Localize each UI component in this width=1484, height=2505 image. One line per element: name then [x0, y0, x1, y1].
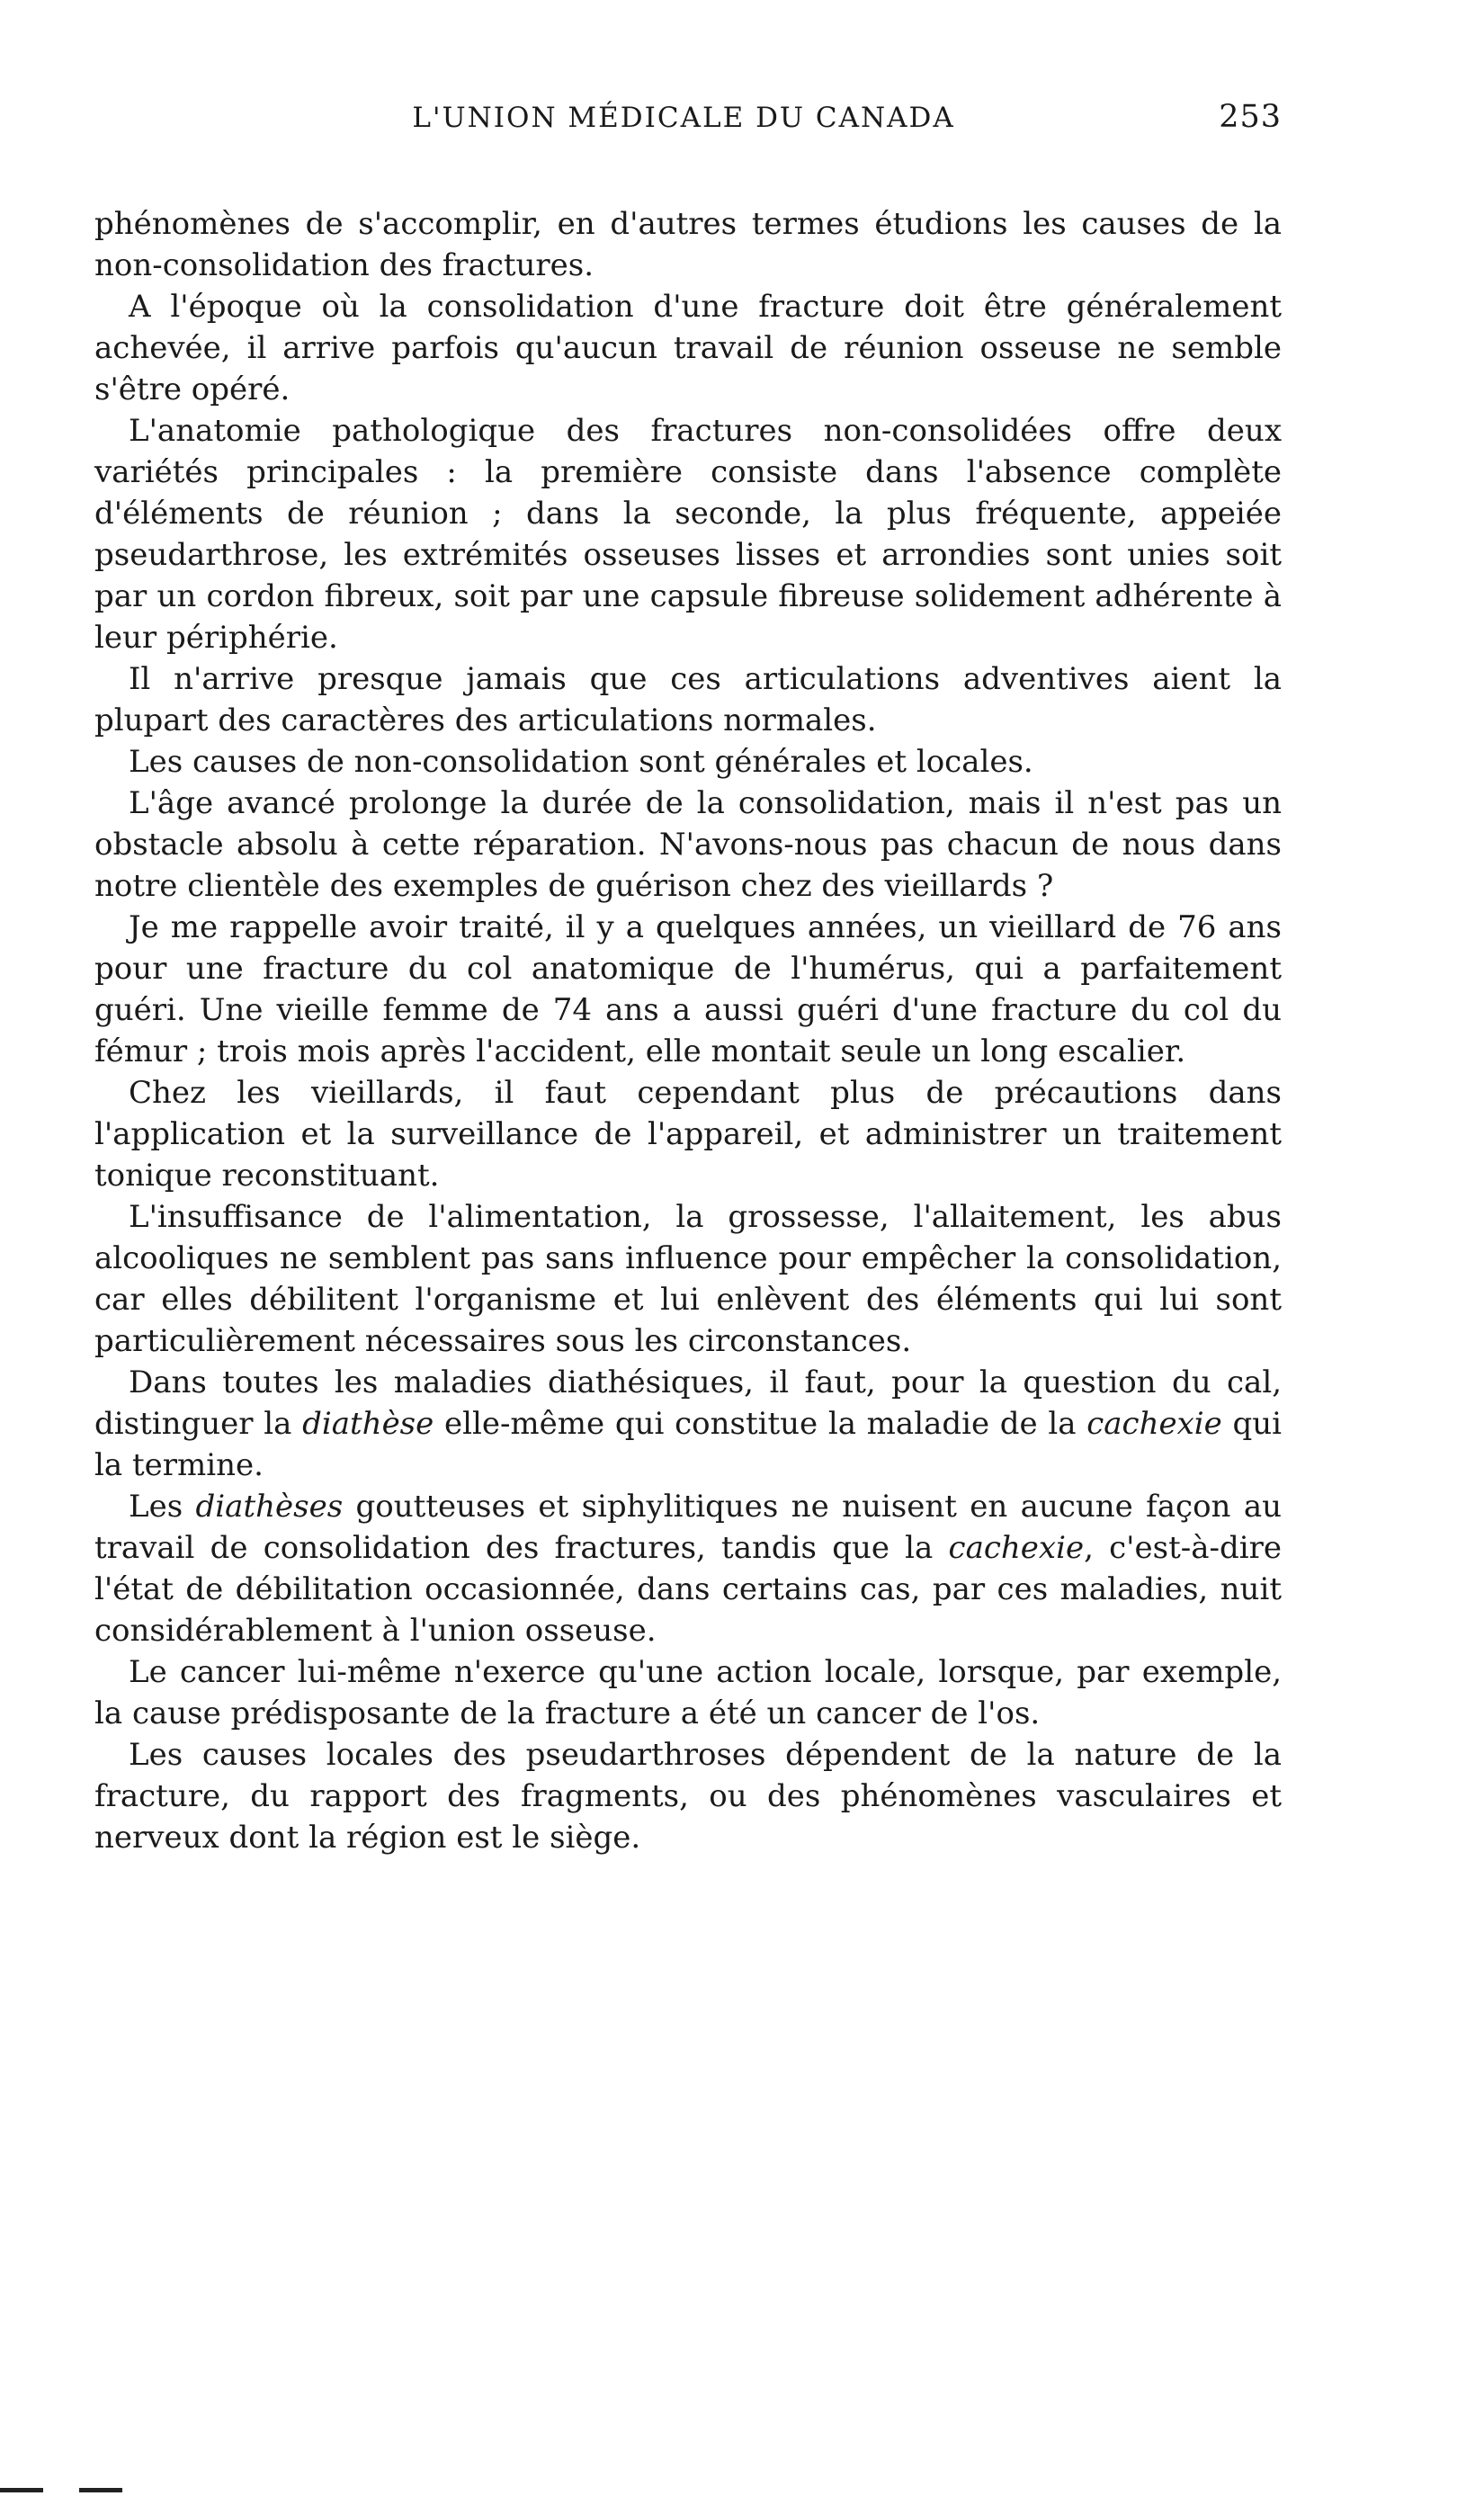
paragraph-text: , c'est-à-dire l'état de débilitation occasionnée, dans certains cas, par ces maladies, nuit considérablement à l'union osseuse. [94, 1530, 1282, 1649]
paragraph-text: Les causes locales des pseudarthroses dépendent de la nature de la fracture, du rapport des fragments, ou des phénomènes vasculaires et nerveux dont la région est le siège. [94, 1737, 1282, 1856]
paragraph [94, 1072, 1282, 1196]
running-title: L'UNION MÉDICALE DU CANADA [412, 102, 955, 134]
paragraph [94, 1651, 1282, 1734]
paragraph-text: Il n'arrive presque jamais que ces articulations adventives aient la plupart des caractères des articulations normales. [94, 661, 1282, 738]
paragraph-text: Chez les vieillards, il faut cependant plus de précautions dans l'application et la surveillance de l'appareil, et administrer un traitement tonique reconstituant. [94, 1075, 1282, 1194]
italic-term: cachexie [1086, 1406, 1222, 1442]
paragraph [94, 741, 1282, 783]
paragraph-text: L'anatomie pathologique des fractures non-consolidées offre deux variétés principales : la première consiste dans l'absence complète d'éléments de réunion ; dans la seconde, la plus fréquente, appeiée pseudarthrose, les extrémités osseuses lisses et arrondies sont unies soit par un cordon fibreux, soit par une capsule fibreuse solidement adhérente à leur périphérie. [94, 413, 1282, 656]
body-text [94, 203, 1282, 1858]
paragraph [94, 203, 1282, 286]
scan-mark [79, 2488, 122, 2492]
paragraph-text: Les causes de non-consolidation sont générales et locales. [129, 744, 1033, 780]
page-header [94, 99, 1282, 171]
paragraph [94, 1362, 1282, 1486]
paragraph [94, 1734, 1282, 1858]
paragraph-text: qui la termine. [94, 1406, 1282, 1483]
scan-edge-marks [0, 2488, 122, 2492]
paragraph [94, 1196, 1282, 1362]
paragraph [94, 1486, 1282, 1651]
italic-term: diathèse [302, 1406, 434, 1442]
book-page [94, 99, 1282, 1858]
paragraph-text: phénomènes de s'accomplir, en d'autres termes étudions les causes de la non-consolidation des fractures. [94, 206, 1282, 283]
italic-term: cachexie [948, 1530, 1085, 1566]
paragraph [94, 658, 1282, 741]
paragraph-text: Le cancer lui-même n'exerce qu'une action locale, lorsque, par exemple, la cause prédisposante de la fracture a été un cancer de l'os. [94, 1654, 1282, 1731]
paragraph [94, 783, 1282, 907]
paragraph-text: elle-même qui constitue la maladie de la [434, 1406, 1087, 1442]
paragraph-text: Dans toutes les maladies diathésiques, il faut, pour la question du cal, distinguer la [94, 1364, 1282, 1442]
paragraph-text: A l'époque où la consolidation d'une fracture doit être généralement achevée, il arrive parfois qu'aucun travail de réunion osseuse ne semble s'être opéré. [94, 289, 1282, 407]
page-number: 253 [1219, 99, 1282, 135]
paragraph-text: goutteuses et siphylitiques ne nuisent en aucune façon au travail de consolidation des fractures, tandis que la [94, 1489, 1282, 1566]
italic-term: diathèses [195, 1489, 344, 1525]
paragraph [94, 410, 1282, 658]
paragraph [94, 907, 1282, 1072]
paragraph [94, 286, 1282, 410]
paragraph-text: L'âge avancé prolonge la durée de la consolidation, mais il n'est pas un obstacle absolu à cette réparation. N'avons-nous pas chacun de nous dans notre clientèle des exemples de guérison chez des vieillards ? [94, 785, 1282, 904]
paragraph-text: L'insuffisance de l'alimentation, la grossesse, l'allaitement, les abus alcooliques ne semblent pas sans influence pour empêcher la consolidation, car elles débilitent l'organisme et lui enlèvent des éléments qui lui sont particulièrement nécessaires sous les circonstances. [94, 1199, 1282, 1359]
paragraph-text: Les [129, 1489, 196, 1525]
paragraph-text: Je me rappelle avoir traité, il y a quelques années, un vieillard de 76 ans pour une fracture du col anatomique de l'humérus, qui a parfaitement guéri. Une vieille femme de 74 ans a aussi guéri d'une fracture du col du fémur ; trois mois après l'accident, elle montait seule un long escalier. [94, 909, 1282, 1069]
scan-mark [0, 2488, 43, 2492]
